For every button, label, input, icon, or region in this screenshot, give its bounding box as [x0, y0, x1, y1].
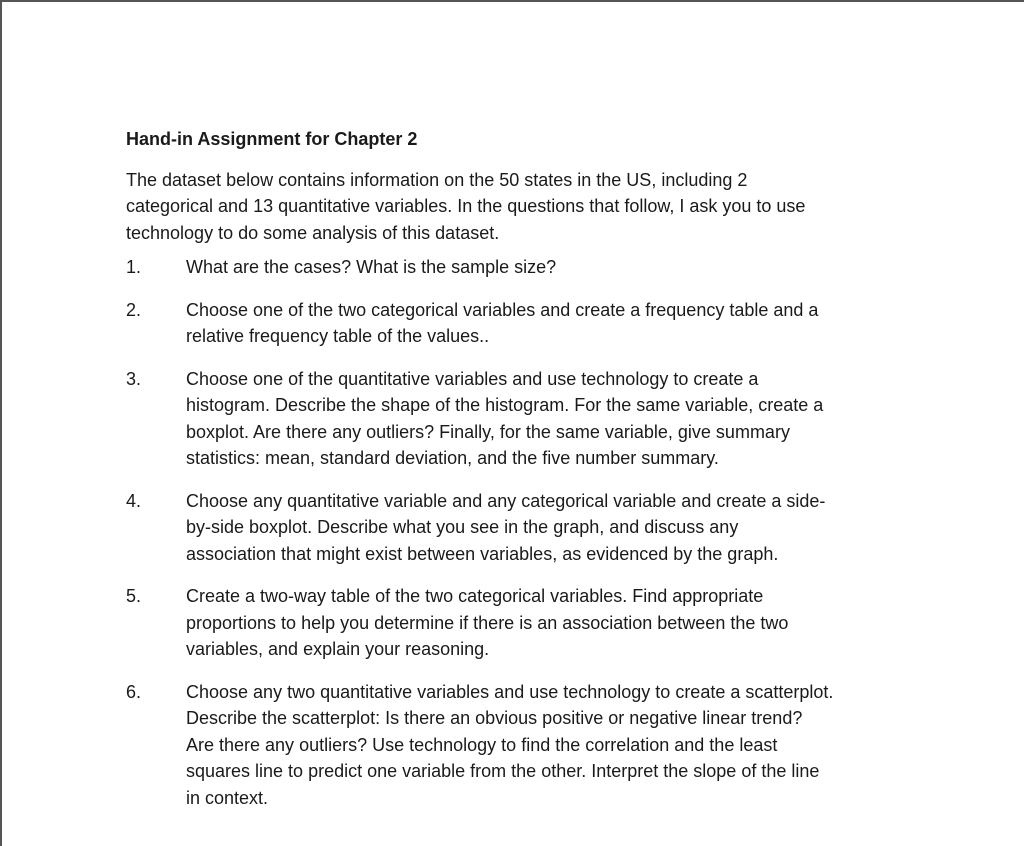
question-line: Create a two-way table of the two categorical variables. Find appropriate — [186, 586, 764, 606]
question-4 — [126, 488, 926, 568]
question-number: 4. — [126, 490, 142, 511]
intro-line: categorical and 13 quantitative variables. In the questions that follow, I ask you to use — [126, 196, 806, 216]
question-number: 5. — [126, 586, 142, 606]
question-line: in context. — [186, 787, 269, 808]
question-number: 3. — [126, 368, 142, 389]
intro-line: technology to do some analysis of this dataset. — [126, 222, 500, 243]
question-line: by-side boxplot. Describe what you see in the graph, and discuss any — [186, 517, 739, 537]
question-line: association that might exist between variables, as evidenced by the graph. — [186, 543, 779, 564]
question-line: statistics: mean, standard deviation, and the five number summary. — [186, 448, 719, 468]
question-number: 1. — [126, 257, 142, 277]
intro-line: The dataset below contains information on the 50 states in the US, including 2 — [126, 169, 748, 190]
question-text — [186, 583, 926, 663]
question-line: Describe the scatterplot: Is there an obvious positive or negative linear trend? — [186, 708, 803, 728]
question-3 — [126, 366, 926, 472]
question-number: 6. — [126, 681, 142, 702]
question-line: proportions to help you determine if there is an association between the two — [186, 612, 789, 633]
question-line: squares line to predict one variable from the other. Interpret the slope of the line — [186, 761, 820, 781]
question-line: histogram. Describe the shape of the histogram. For the same variable, create a — [186, 395, 824, 415]
question-text — [186, 254, 926, 281]
document-content — [126, 126, 926, 811]
intro-paragraph — [126, 167, 926, 247]
question-text — [186, 297, 926, 350]
question-number: 2. — [126, 299, 142, 320]
question-text — [186, 366, 926, 472]
question-line: What are the cases? What is the sample size? — [186, 257, 557, 277]
question-text — [186, 488, 926, 568]
question-line: relative frequency table of the values.. — [186, 326, 490, 346]
question-1 — [126, 254, 926, 281]
question-list — [126, 254, 926, 811]
question-6 — [126, 679, 926, 812]
question-2 — [126, 297, 926, 350]
assignment-title: Hand-in Assignment for Chapter 2 — [126, 129, 418, 149]
question-line: Choose one of the two categorical variables and create a frequency table and a — [186, 299, 819, 320]
question-line: Choose one of the quantitative variables and use technology to create a — [186, 368, 759, 389]
question-line: Are there any outliers? Use technology to find the correlation and the least — [186, 734, 778, 755]
question-line: Choose any two quantitative variables and use technology to create a scatterplot. — [186, 681, 834, 702]
question-line: boxplot. Are there any outliers? Finally, for the same variable, give summary — [186, 421, 790, 442]
question-5 — [126, 583, 926, 663]
question-text — [186, 679, 926, 812]
question-line: Choose any quantitative variable and any categorical variable and create a side- — [186, 490, 826, 511]
question-line: variables, and explain your reasoning. — [186, 639, 490, 659]
